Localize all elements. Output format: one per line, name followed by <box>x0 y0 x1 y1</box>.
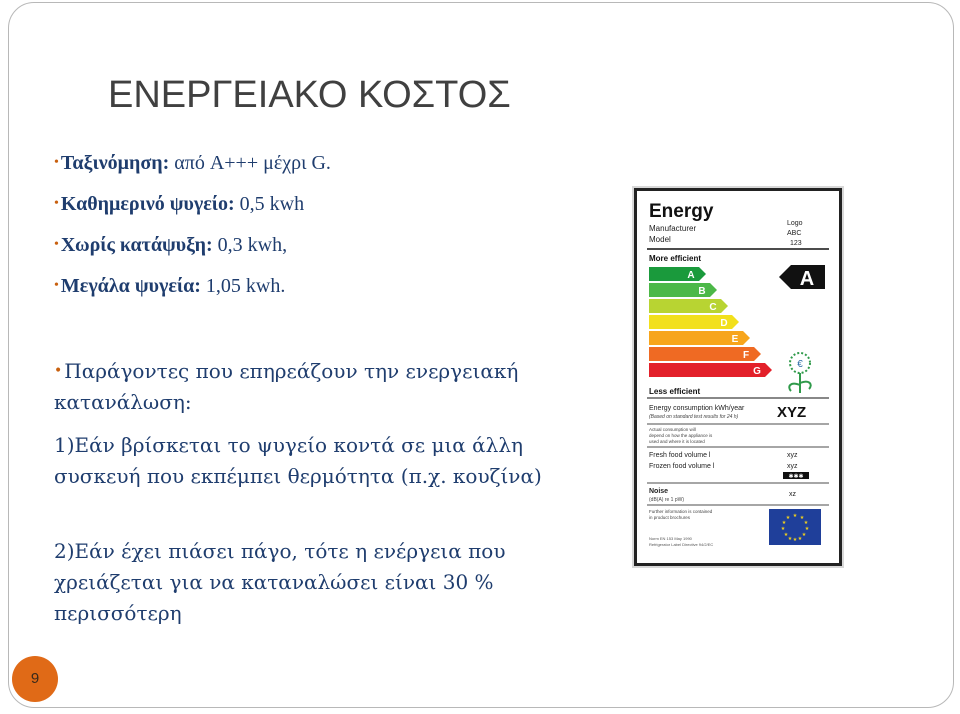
label-norm-1: Norm EN 153 May 1990 <box>649 536 692 541</box>
eu-flag-icon <box>769 509 821 545</box>
energy-class-letter-f: F <box>742 350 750 361</box>
label-consumption: Energy consumption kWh/year <box>649 405 745 412</box>
svg-text:★: ★ <box>781 520 787 526</box>
slide-title: ΕΝΕΡΓΕΙΑΚΟ ΚΟΣΤΟΣ <box>108 74 511 116</box>
svg-text:★: ★ <box>780 526 786 532</box>
energy-class-bars <box>649 267 772 377</box>
factor-2: 2)Εάν έχει πιάσει πάγο, τότε η ενέργεια που χρειάζεται για να καταναλώσει είναι 30 % περισσότερη <box>54 539 506 625</box>
bullet-list <box>54 152 331 316</box>
bullet-icon: • <box>54 196 59 211</box>
eco-flower-icon <box>789 353 810 393</box>
svg-text:★: ★ <box>792 537 798 543</box>
label-consumption-note: (Based on standard test results for 24 h) <box>649 414 739 420</box>
label-frozen: Frozen food volume l <box>649 463 715 470</box>
label-model: Model <box>649 235 671 244</box>
bullet-daily-fridge <box>54 193 331 234</box>
rating-letter: A <box>799 268 815 290</box>
bullet-icon: • <box>54 363 63 379</box>
bullet-no-freezer <box>54 234 331 275</box>
label-xyz-frozen: xyz <box>787 463 798 470</box>
energy-class-letter-e: E <box>731 334 739 345</box>
bullet-value: από A+++ μέχρι G. <box>169 152 331 174</box>
bullet-value: 1,05 kwh. <box>200 275 286 297</box>
label-abc: ABC <box>787 230 802 237</box>
rating-arrow <box>779 265 825 290</box>
svg-text:★: ★ <box>801 532 807 538</box>
svg-text:✱✱✱: ✱✱✱ <box>788 474 804 480</box>
factor-1: 1)Εάν βρίσκεται το ψυγείο κοντά σε μια άλλη συσκευή που εκπέμπει θερμότητα (π.χ. κουζίνα) <box>54 433 542 488</box>
energy-class-letter-d: D <box>720 318 728 329</box>
page-number-badge: 9 <box>12 656 58 702</box>
energy-class-letter-c: C <box>709 302 717 313</box>
label-xz: xz <box>789 491 796 498</box>
label-more-efficient: More efficient <box>649 254 702 263</box>
label-logo: Logo <box>787 220 803 227</box>
bullet-classification <box>54 152 331 193</box>
energy-class-bar-a <box>649 267 706 281</box>
label-xyz-fresh: xyz <box>787 452 798 459</box>
energy-label-image <box>634 188 842 566</box>
bullet-icon: • <box>54 155 59 170</box>
svg-text:€: € <box>797 359 803 370</box>
label-heading: Energy <box>649 201 714 222</box>
bullet-label: Μεγάλα ψυγεία: <box>60 275 201 297</box>
bullet-value: 0,5 kwh <box>234 193 305 215</box>
label-actual-1: Actual consumption will <box>649 427 696 432</box>
bullet-large-fridges <box>54 275 331 316</box>
svg-text:★: ★ <box>783 532 789 538</box>
label-xyz: XYZ <box>777 404 807 421</box>
label-norm-2: Refrigerator Label Directive 94/2/EC <box>649 542 714 547</box>
svg-text:★: ★ <box>799 515 805 521</box>
factors-heading <box>54 356 594 418</box>
svg-text:★: ★ <box>803 520 809 526</box>
energy-class-letter-b: B <box>698 286 706 297</box>
label-123: 123 <box>790 240 802 247</box>
label-further-1: Further information is contained <box>649 509 713 514</box>
bullet-label: Χωρίς κατάψυξη: <box>60 234 213 256</box>
svg-text:★: ★ <box>797 536 803 542</box>
svg-text:★: ★ <box>804 526 810 532</box>
label-noise-unit: (dB(A) re 1 pW) <box>649 497 685 503</box>
label-manufacturer: Manufacturer <box>649 224 697 233</box>
bullet-icon: • <box>54 278 59 293</box>
svg-text:★: ★ <box>785 515 791 521</box>
factors-heading-text: Παράγοντες που επηρεάζουν την ενεργειακή κατανάλωση: <box>54 359 519 414</box>
label-fresh: Fresh food volume l <box>649 452 711 459</box>
label-actual-3: used and where it is located <box>649 439 705 444</box>
bullet-icon: • <box>54 237 59 252</box>
label-further-2: in product brochures <box>649 515 691 520</box>
label-actual-2: depend on how the appliance is <box>649 433 713 438</box>
label-less-efficient: Less efficient <box>649 387 701 396</box>
label-noise: Noise <box>649 488 669 495</box>
svg-text:★: ★ <box>792 513 798 519</box>
bullet-label: Καθημερινό ψυγείο: <box>60 193 235 215</box>
energy-class-letter-a: A <box>687 270 695 281</box>
bullet-label: Ταξινόμηση: <box>60 152 170 174</box>
energy-class-bar-b <box>649 283 717 297</box>
svg-text:★: ★ <box>787 536 793 542</box>
energy-class-letter-g: G <box>753 366 761 377</box>
bullet-value: 0,3 kwh, <box>212 234 288 256</box>
